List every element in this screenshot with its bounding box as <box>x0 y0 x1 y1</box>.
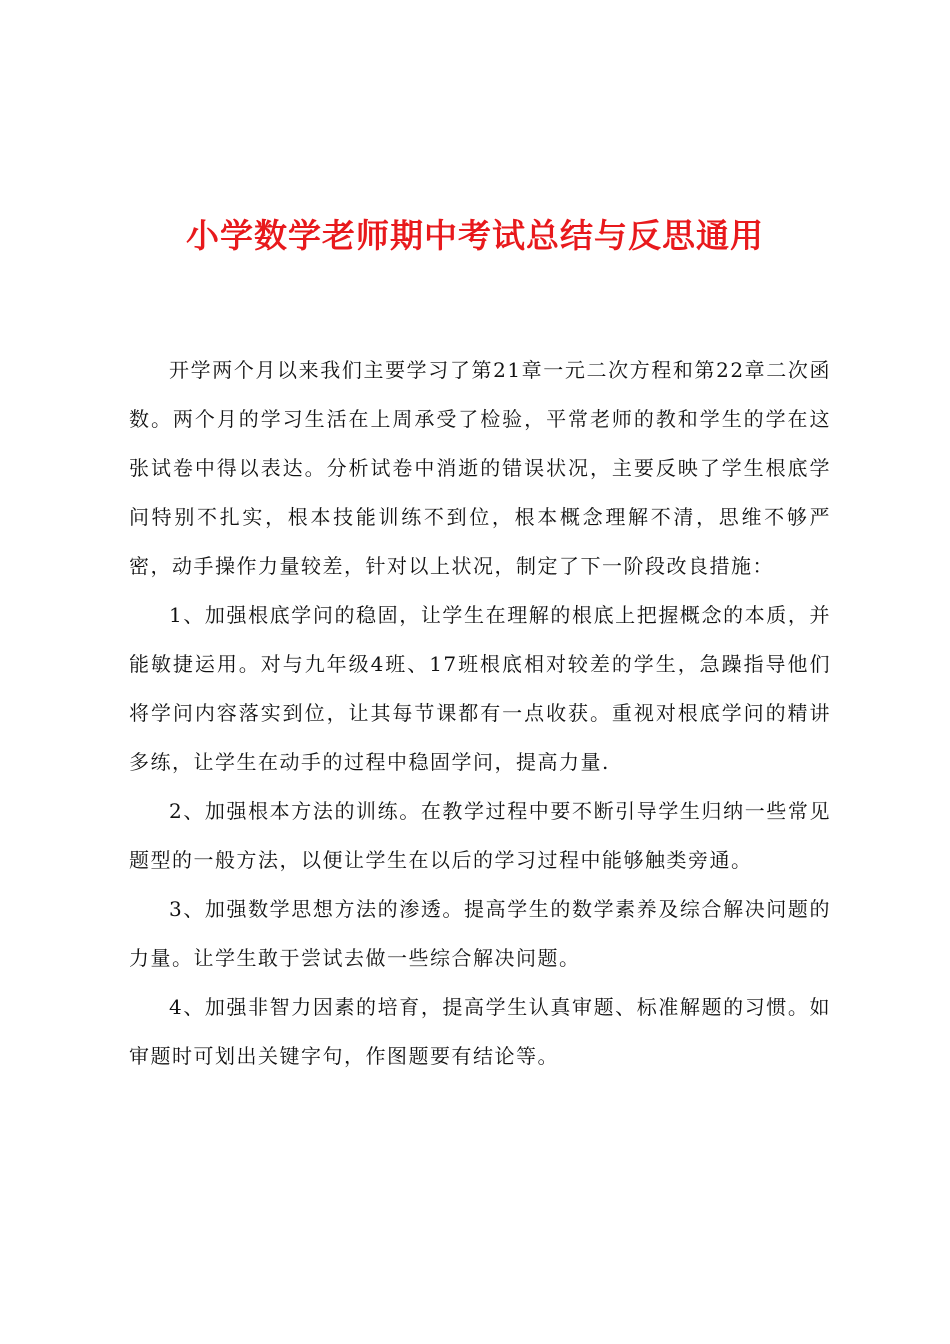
paragraph-item-2: 2、加强根本方法的训练。在教学过程中要不断引导学生归纳一些常见题型的一般方法，以便让学生在以后的学习过程中能够触类旁通。 <box>129 799 831 872</box>
paragraph-item-4: 4、加强非智力因素的培育，提高学生认真审题、标准解题的习惯。如审题时可划出关键字句，作图题要有结论等。 <box>129 995 831 1068</box>
paragraph-intro: 开学两个月以来我们主要学习了第21章一元二次方程和第22章二次函数。两个月的学习生活在上周承受了检验，平常老师的教和学生的学在这张试卷中得以表达。分析试卷中消逝的错误状况，主要反映了学生根底学问特别不扎实，根本技能训练不到位，根本概念理解不清，思维不够严密，动手操作力量较差，针对以上状况，制定了下一阶段改良措施： <box>129 358 831 578</box>
document-body <box>129 346 831 1081</box>
paragraph-item-1: 1、加强根底学问的稳固，让学生在理解的根底上把握概念的本质，并能敏捷运用。对与九年级4班、17班根底相对较差的学生，急躁指导他们将学问内容落实到位，让其每节课都有一点收获。重视对根底学问的精讲多练，让学生在动手的过程中稳固学问，提高力量. <box>129 603 831 774</box>
paragraph-item-3: 3、加强数学思想方法的渗透。提高学生的数学素养及综合解决问题的力量。让学生敢于尝试去做一些综合解决问题。 <box>129 897 831 970</box>
document-title: 小学数学老师期中考试总结与反思通用 <box>186 216 764 255</box>
